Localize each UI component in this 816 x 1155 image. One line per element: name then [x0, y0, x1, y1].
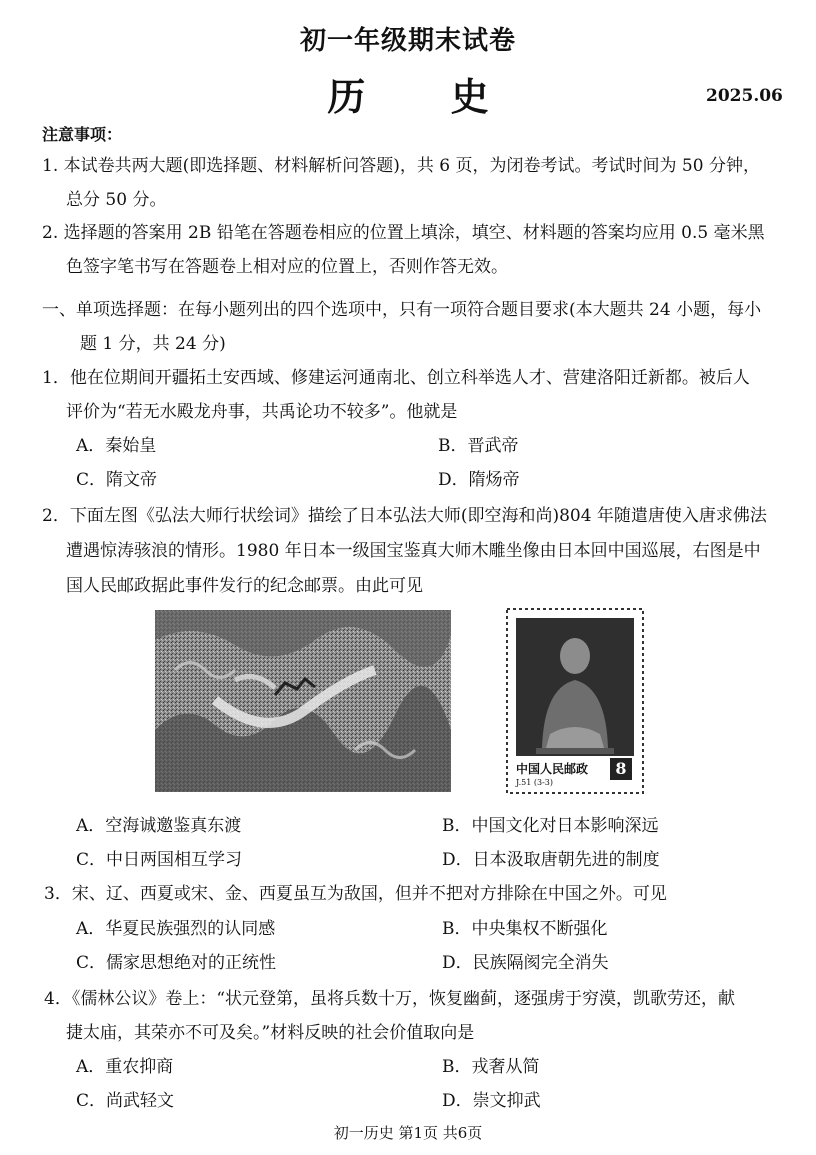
question-4-option-a[interactable]: A．重农抑商 — [76, 1057, 174, 1077]
notice-item-2-line-2: 色签字笔书写在答题卷上相对应的位置上，否则作答无效。 — [66, 257, 508, 277]
question-3-option-c[interactable]: C．儒家思想绝对的正统性 — [76, 953, 277, 973]
question-1-option-b[interactable]: B．晋武帝 — [438, 436, 519, 456]
painting-illustration — [155, 610, 451, 792]
exam-subject-title: 历 史 — [327, 74, 525, 119]
exam-date: 2025.06 — [706, 86, 783, 106]
question-1-line-1: 1．他在位期间开疆拓土安西域、修建运河通南北、创立科举选人才、营建洛阳迁新都。被后人 — [42, 368, 750, 388]
notice-item-1-line-2: 总分 50 分。 — [66, 190, 167, 210]
question-3-option-b[interactable]: B．中央集权不断强化 — [442, 919, 608, 939]
question-4-option-b[interactable]: B．戎奢从简 — [442, 1057, 540, 1077]
question-1-line-2: 评价为“若无水殿龙舟事，共禹论功不较多”。他就是 — [66, 402, 458, 422]
question-2-line-3: 国人民邮政据此事件发行的纪念邮票。由此可见 — [66, 576, 423, 596]
question-4-line-1: 4．《儒林公议》卷上：“状元登第，虽将兵数十万，恢复幽蓟，逐强虏于穷漠，凯歌劳还，献 — [44, 989, 736, 1009]
notice-heading: 注意事项： — [42, 125, 123, 144]
question-4-option-d[interactable]: D．崇文抑武 — [442, 1091, 541, 1111]
stamp-value: 8 — [610, 758, 632, 780]
stamp-code: J.51 (3-3) — [516, 778, 553, 787]
question-1-option-c[interactable]: C．隋文帝 — [76, 470, 158, 490]
question-3-line-1: 3．宋、辽、西夏或宋、金、西夏虽互为敌国，但并不把对方排除在中国之外。可见 — [44, 884, 667, 904]
stamp-image — [506, 608, 644, 794]
question-2-option-c[interactable]: C．中日两国相互学习 — [76, 850, 243, 870]
question-2-option-a[interactable]: A．空海诚邀鉴真东渡 — [76, 816, 242, 836]
notice-item-1-line-1: 1. 本试卷共两大题(即选择题、材料解析问答题)，共 6 页，为闭卷考试。考试时间为 50 分钟， — [42, 156, 760, 176]
painting-image — [155, 610, 451, 792]
question-2-option-b[interactable]: B．中国文化对日本影响深远 — [442, 816, 659, 836]
page-footer: 初一历史 第1页 共6页 — [333, 1124, 483, 1142]
notice-item-2-line-1: 2. 选择题的答案用 2B 铅笔在答题卷相应的位置上填涂，填空、材料题的答案均应用 0.5 毫米黑 — [42, 223, 765, 243]
question-2-option-d[interactable]: D．日本汲取唐朝先进的制度 — [442, 850, 660, 870]
question-3-option-d[interactable]: D．民族隔阂完全消失 — [442, 953, 609, 973]
question-1-option-a[interactable]: A．秦始皇 — [76, 436, 157, 456]
section-1-heading-line-2: 题 1 分，共 24 分) — [80, 334, 226, 354]
stamp-caption: 中国人民邮政 — [516, 762, 589, 776]
exam-subtitle: 初一年级期末试卷 — [299, 26, 516, 56]
question-1-option-d[interactable]: D．隋炀帝 — [438, 470, 520, 490]
question-2-line-1: 2．下面左图《弘法大师行状绘词》描绘了日本弘法大师(即空海和尚)804 年随遣唐使入唐求佛法 — [42, 506, 767, 526]
question-3-option-a[interactable]: A．华夏民族强烈的认同感 — [76, 919, 276, 939]
question-4-line-2: 捷太庙，其荣亦不可及矣。”材料反映的社会价值取向是 — [66, 1023, 475, 1043]
section-1-heading-line-1: 一、单项选择题：在每小题列出的四个选项中，只有一项符合题目要求(本大题共 24 小题，每小 — [42, 300, 762, 320]
question-2-line-2: 遭遇惊涛骇浪的情形。1980 年日本一级国宝鉴真大师木雕坐像由日本回中国巡展，右图是中 — [66, 541, 761, 561]
question-4-option-c[interactable]: C．尚武轻文 — [76, 1091, 175, 1111]
